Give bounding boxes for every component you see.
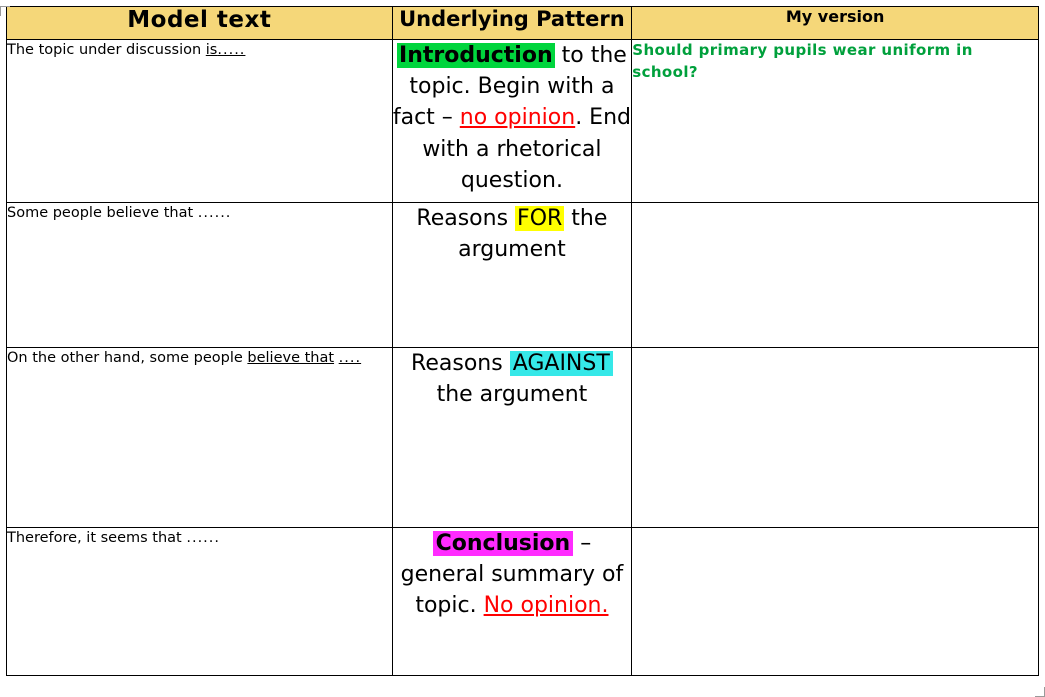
- column-header-model-text: Model text: [7, 7, 393, 40]
- column-header-my-version: My version: [632, 7, 1039, 40]
- model-text-dots-2: ......: [197, 205, 232, 221]
- my-version-cell-2[interactable]: [632, 203, 1039, 348]
- model-text-prefix-4: Therefore, it seems that: [7, 530, 187, 546]
- table-row: [7, 40, 1039, 203]
- model-text-cell-1: [7, 40, 393, 203]
- pattern-highlight-against: AGAINST: [510, 351, 613, 376]
- discussion-writing-frame-table: [6, 6, 1039, 676]
- model-text-underlined-3: believe that: [247, 350, 335, 366]
- pattern-emphasis-no-opinion: no opinion: [459, 105, 576, 131]
- model-text-underlined-1: is: [205, 42, 218, 58]
- pattern-text-end-1: . End with a rhetorical question.: [422, 105, 631, 193]
- model-text-dots-3: ....: [338, 350, 362, 366]
- model-text-prefix-3: On the other hand, some people: [7, 350, 248, 366]
- pattern-highlight-conclusion: Conclusion: [433, 531, 574, 556]
- pattern-emphasis-no-opinion-2: No opinion.: [483, 593, 609, 619]
- pattern-cell-1: [392, 40, 632, 203]
- column-header-underlying-pattern: Underlying Pattern: [392, 7, 632, 40]
- my-version-cell-3[interactable]: [632, 348, 1039, 528]
- page-corner-mark-bottom-right: [1035, 687, 1045, 697]
- pattern-cell-4: [392, 528, 632, 676]
- pattern-text-end-2: the argument: [458, 206, 608, 263]
- model-text-dots-1: .....: [217, 42, 246, 58]
- pattern-text-start-3: Reasons: [411, 351, 510, 376]
- pattern-text-end-3: the argument: [436, 382, 588, 408]
- worksheet-page: [0, 6, 1045, 697]
- model-text-cell-4: [7, 528, 393, 676]
- table-row: [7, 203, 1039, 348]
- model-text-cell-3: [7, 348, 393, 528]
- model-text-prefix-2: Some people believe that: [7, 205, 198, 221]
- pattern-highlight-for: FOR: [517, 206, 563, 231]
- model-text-dots-4: ......: [186, 530, 221, 546]
- pattern-cell-3: [392, 348, 632, 528]
- pattern-text-middle-1: to the topic. Begin with a fact –: [392, 43, 627, 131]
- page-corner-mark-top-left: [0, 6, 10, 16]
- pattern-text-middle-4: – general summary of topic.: [400, 531, 624, 619]
- pattern-cell-2: [392, 203, 632, 348]
- table-row: [7, 348, 1039, 528]
- my-version-answer-1: Should primary pupils wear uniform in school?: [632, 41, 973, 81]
- pattern-text-start-2: Reasons: [416, 206, 516, 231]
- my-version-cell-4[interactable]: [632, 528, 1039, 676]
- table-row: [7, 528, 1039, 676]
- my-version-cell-1[interactable]: [632, 40, 1039, 203]
- model-text-prefix-1: The topic under discussion: [7, 42, 206, 58]
- model-text-cell-2: [7, 203, 393, 348]
- pattern-highlight-introduction: Introduction: [399, 43, 553, 68]
- table-header-row: [7, 7, 1039, 40]
